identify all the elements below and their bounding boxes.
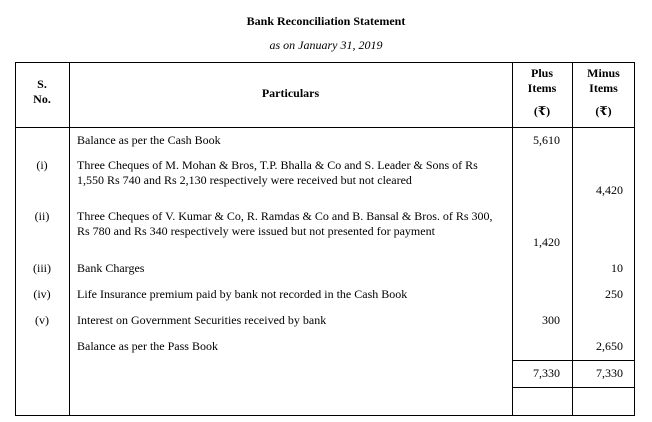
particulars-header: Particulars — [261, 86, 320, 100]
minus-items-header: Minus Items (₹) — [587, 66, 620, 118]
plus-total: 7,330 — [533, 366, 560, 380]
column-divider — [69, 62, 70, 416]
total-bottom-rule — [512, 387, 635, 388]
header-divider — [15, 127, 635, 128]
statement-title: Bank Reconciliation Statement — [246, 14, 406, 28]
plus-items-header: Plus Items (₹) — [527, 66, 557, 118]
sno-header: S. No. — [33, 77, 51, 106]
minus-total: 7,330 — [596, 366, 623, 380]
statement-date: as on January 31, 2019 — [269, 38, 383, 52]
total-top-rule — [512, 360, 635, 361]
